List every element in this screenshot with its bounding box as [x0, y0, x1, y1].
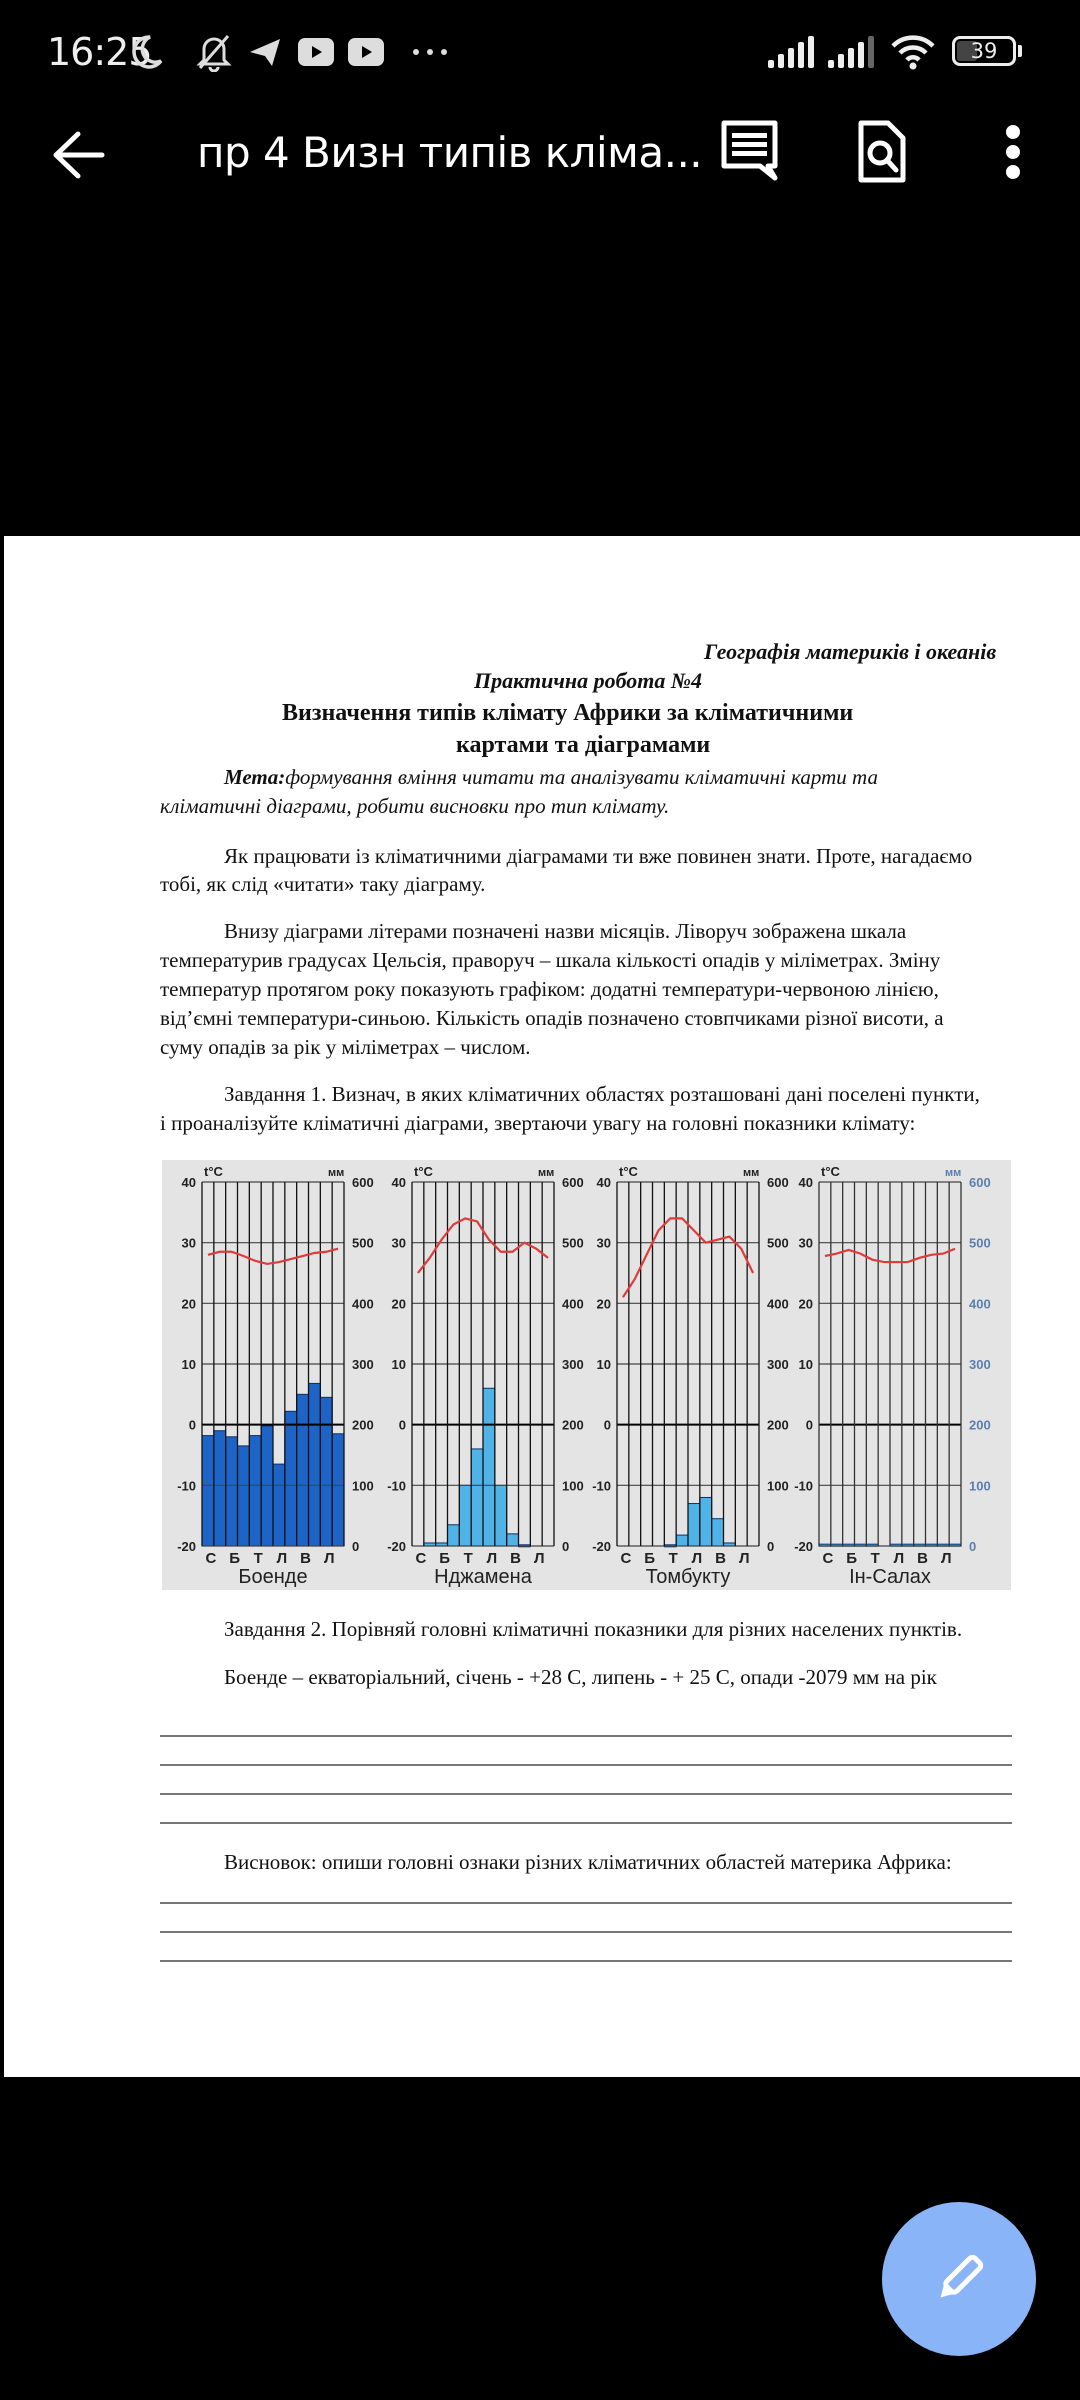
precipitation-bar: [320, 1397, 332, 1546]
battery-level: 39: [970, 39, 998, 63]
svg-text:400: 400: [767, 1296, 789, 1312]
svg-text:400: 400: [969, 1296, 991, 1312]
para1-line1: Як працювати із кліматичними діаграмами ти вже повинен знати. Проте, нагадаємо: [224, 844, 973, 868]
main-title-line1: Визначення типів клімату Африки за кліматичними: [282, 700, 854, 726]
svg-text:500: 500: [562, 1235, 584, 1251]
svg-text:600: 600: [767, 1175, 789, 1190]
more-vert-icon[interactable]: [1004, 124, 1022, 180]
precipitation-bar: [495, 1485, 507, 1546]
svg-text:В: В: [300, 1550, 312, 1567]
para2-line3: температур протягом року показують графіком: додатні температури-червоною лінією,: [160, 977, 939, 1001]
precipitation-bar: [249, 1436, 261, 1546]
precipitation-bar: [676, 1535, 688, 1546]
svg-text:t°C: t°C: [821, 1164, 840, 1179]
goal-line1: [224, 767, 878, 788]
youtube-icon: [348, 38, 384, 66]
answer-line[interactable]: [160, 1822, 1012, 1824]
precipitation-bar: [448, 1525, 460, 1546]
status-time: 16:25: [47, 30, 152, 74]
answer-line[interactable]: [160, 1735, 1012, 1737]
svg-text:30: 30: [596, 1235, 611, 1251]
task1-line1: Завдання 1. Визнач, в яких кліматичних областях розташовані дані поселені пункти,: [224, 1082, 980, 1106]
svg-text:-20: -20: [592, 1539, 611, 1554]
comment-list-icon[interactable]: [720, 120, 780, 182]
svg-text:-20: -20: [387, 1539, 406, 1554]
svg-text:-20: -20: [794, 1539, 813, 1554]
svg-text:300: 300: [767, 1357, 789, 1372]
arrow-left-icon[interactable]: [50, 130, 106, 180]
chart-title: Боенде: [238, 1566, 308, 1588]
svg-text:0: 0: [969, 1539, 977, 1554]
precipitation-bar: [238, 1446, 250, 1546]
svg-text:Л: Л: [893, 1550, 905, 1567]
svg-text:С: С: [620, 1550, 632, 1567]
header-subject: Географія материків і океанів: [704, 639, 997, 664]
document-title: пр 4 Визн типів кліма...: [197, 128, 703, 177]
svg-text:40: 40: [798, 1175, 813, 1190]
svg-text:600: 600: [969, 1175, 991, 1190]
precipitation-bar: [507, 1534, 519, 1546]
signal-icon: [768, 36, 814, 68]
task2: Завдання 2. Порівняй головні кліматичні показники для різних населених пунктів.: [224, 1617, 963, 1641]
chart-title: Нджамена: [434, 1566, 532, 1588]
svg-text:400: 400: [562, 1296, 584, 1312]
precipitation-bar: [332, 1434, 344, 1546]
svg-text:200: 200: [562, 1417, 584, 1433]
task1-line2: і проаналізуйте кліматичні діаграми, звертаючи увагу на головні показники клімату:: [160, 1111, 916, 1135]
answer-line[interactable]: [160, 1793, 1012, 1795]
svg-text:Л: Л: [486, 1550, 498, 1567]
svg-text:40: 40: [181, 1175, 196, 1190]
svg-text:500: 500: [969, 1235, 991, 1251]
precipitation-bar: [214, 1431, 226, 1546]
wifi-icon: [890, 34, 936, 70]
para1-line2: тобі, як слід «читати» таку діаграму.: [160, 872, 486, 896]
answer-line[interactable]: [160, 1960, 1012, 1962]
chart-title: Ін-Салах: [849, 1566, 931, 1588]
climate-chart: [387, 1164, 584, 1588]
svg-text:600: 600: [562, 1175, 584, 1190]
document-search-icon[interactable]: [858, 120, 906, 184]
svg-text:Б: Б: [229, 1550, 240, 1567]
svg-text:300: 300: [352, 1357, 374, 1372]
svg-text:Т: Т: [870, 1550, 880, 1567]
answer-line[interactable]: [160, 1902, 1012, 1904]
svg-text:Б: Б: [846, 1550, 857, 1567]
svg-text:0: 0: [562, 1539, 570, 1554]
svg-text:500: 500: [352, 1235, 374, 1251]
svg-text:10: 10: [181, 1357, 196, 1372]
goal-text: формування вміння читати та аналізувати кліматичні карти та: [285, 765, 878, 789]
precipitation-bar: [483, 1388, 495, 1546]
bell-off-icon: [196, 32, 232, 72]
edit-fab-button[interactable]: [882, 2202, 1036, 2356]
telegram-icon: [248, 36, 282, 68]
climate-diagrams: [162, 1160, 1011, 1590]
main-title-line2: картами та діаграмами: [456, 732, 711, 758]
svg-text:Л: Л: [323, 1550, 335, 1567]
signal-icon: [828, 36, 874, 68]
svg-text:В: В: [917, 1550, 929, 1567]
status-bar: [0, 0, 1080, 100]
svg-text:100: 100: [969, 1478, 991, 1494]
svg-text:Л: Л: [940, 1550, 952, 1567]
more-notifications-icon: [412, 48, 448, 56]
svg-text:30: 30: [391, 1235, 406, 1251]
svg-text:40: 40: [391, 1175, 406, 1190]
precipitation-bar: [712, 1519, 724, 1546]
precipitation-bar: [309, 1383, 321, 1546]
svg-text:20: 20: [798, 1296, 813, 1312]
answer-line[interactable]: [160, 1931, 1012, 1933]
conclusion-prompt: Висновок: опиши головні ознаки різних кліматичних областей материка Африка:: [224, 1850, 952, 1874]
moon-dnd-icon: [130, 34, 164, 70]
svg-text:300: 300: [969, 1357, 991, 1372]
goal-line2: кліматичні діаграми, робити висновки про тип клімату.: [160, 794, 670, 818]
climate-chart: [592, 1164, 789, 1588]
svg-text:30: 30: [181, 1235, 196, 1251]
svg-text:Б: Б: [644, 1550, 655, 1567]
svg-text:200: 200: [969, 1417, 991, 1433]
para2-line5: суму опадів за рік у міліметрах – числом.: [160, 1035, 531, 1059]
svg-text:Л: Л: [533, 1550, 545, 1567]
svg-text:10: 10: [391, 1357, 406, 1372]
svg-text:0: 0: [352, 1539, 360, 1554]
climate-chart: [177, 1164, 374, 1588]
svg-text:10: 10: [596, 1357, 611, 1372]
svg-text:100: 100: [767, 1478, 789, 1494]
precipitation-bar: [261, 1426, 273, 1546]
pencil-edit-icon: [927, 2247, 991, 2311]
svg-text:-10: -10: [794, 1478, 813, 1494]
precipitation-bar: [226, 1437, 238, 1546]
precipitation-bar: [297, 1394, 309, 1546]
precipitation-bar: [459, 1485, 471, 1546]
svg-text:С: С: [822, 1550, 834, 1567]
svg-text:-20: -20: [177, 1539, 196, 1554]
svg-text:100: 100: [352, 1478, 374, 1494]
document-page[interactable]: [4, 536, 1080, 2077]
svg-text:С: С: [415, 1550, 427, 1567]
svg-text:Л: Л: [738, 1550, 750, 1567]
svg-text:-10: -10: [592, 1478, 611, 1494]
svg-text:200: 200: [767, 1417, 789, 1433]
svg-text:t°C: t°C: [414, 1164, 433, 1179]
svg-text:Л: Л: [276, 1550, 288, 1567]
svg-text:В: В: [510, 1550, 522, 1567]
para2-line2: температурив градусах Цельсія, праворуч – шкала кількості опадів у міліметрах. Зміну: [160, 948, 941, 972]
svg-text:0: 0: [398, 1417, 406, 1433]
svg-text:40: 40: [596, 1175, 611, 1190]
work-title: Практична робота №4: [474, 668, 703, 693]
svg-text:500: 500: [767, 1235, 789, 1251]
precipitation-bar: [202, 1436, 214, 1546]
svg-text:мм: мм: [945, 1167, 962, 1179]
svg-text:100: 100: [562, 1478, 584, 1494]
youtube-icon: [298, 38, 334, 66]
svg-text:Т: Т: [668, 1550, 678, 1567]
svg-text:Л: Л: [691, 1550, 703, 1567]
climate-diagrams-image: [162, 1160, 1011, 1590]
svg-text:30: 30: [798, 1235, 813, 1251]
svg-text:t°C: t°C: [204, 1164, 223, 1179]
svg-text:Т: Т: [463, 1550, 473, 1567]
para2-line1: Внизу діаграми літерами позначені назви місяців. Ліворуч зображена шкала: [224, 919, 907, 943]
svg-text:мм: мм: [538, 1167, 555, 1179]
svg-text:0: 0: [603, 1417, 611, 1433]
precipitation-bar: [273, 1464, 285, 1546]
svg-text:0: 0: [767, 1539, 775, 1554]
svg-text:Т: Т: [253, 1550, 263, 1567]
svg-text:0: 0: [805, 1417, 813, 1433]
svg-text:В: В: [715, 1550, 727, 1567]
task2-answer: Боенде – екваторіальний, січень - +28 С, липень - + 25 С, опади -2079 мм на рік: [224, 1665, 937, 1689]
precipitation-bar: [471, 1449, 483, 1546]
climate-chart: [794, 1164, 991, 1588]
app-bar: [0, 100, 1080, 210]
para2-line4: від’ємні температури-синьою. Кількість опадів позначено стовпчиками різної висоти, а: [160, 1006, 944, 1030]
svg-text:С: С: [205, 1550, 217, 1567]
svg-text:t°C: t°C: [619, 1164, 638, 1179]
svg-text:мм: мм: [328, 1167, 345, 1179]
chart-title: Томбукту: [645, 1566, 731, 1588]
svg-text:0: 0: [188, 1417, 196, 1433]
svg-text:Б: Б: [439, 1550, 450, 1567]
svg-text:-10: -10: [387, 1478, 406, 1494]
svg-text:20: 20: [391, 1296, 406, 1312]
battery-tip: [1018, 45, 1022, 57]
precipitation-bar: [700, 1497, 712, 1546]
svg-text:300: 300: [562, 1357, 584, 1372]
svg-text:мм: мм: [743, 1167, 760, 1179]
precipitation-bar: [688, 1504, 700, 1546]
precipitation-bar: [285, 1411, 297, 1546]
svg-text:600: 600: [352, 1175, 374, 1190]
svg-text:-10: -10: [177, 1478, 196, 1494]
svg-text:200: 200: [352, 1417, 374, 1433]
svg-text:10: 10: [798, 1357, 813, 1372]
svg-text:20: 20: [596, 1296, 611, 1312]
battery-icon: [952, 36, 1016, 66]
goal-label: Мета:: [224, 765, 286, 789]
document-content: [4, 536, 1080, 2077]
svg-text:20: 20: [181, 1296, 196, 1312]
answer-line[interactable]: [160, 1764, 1012, 1766]
svg-text:400: 400: [352, 1296, 374, 1312]
